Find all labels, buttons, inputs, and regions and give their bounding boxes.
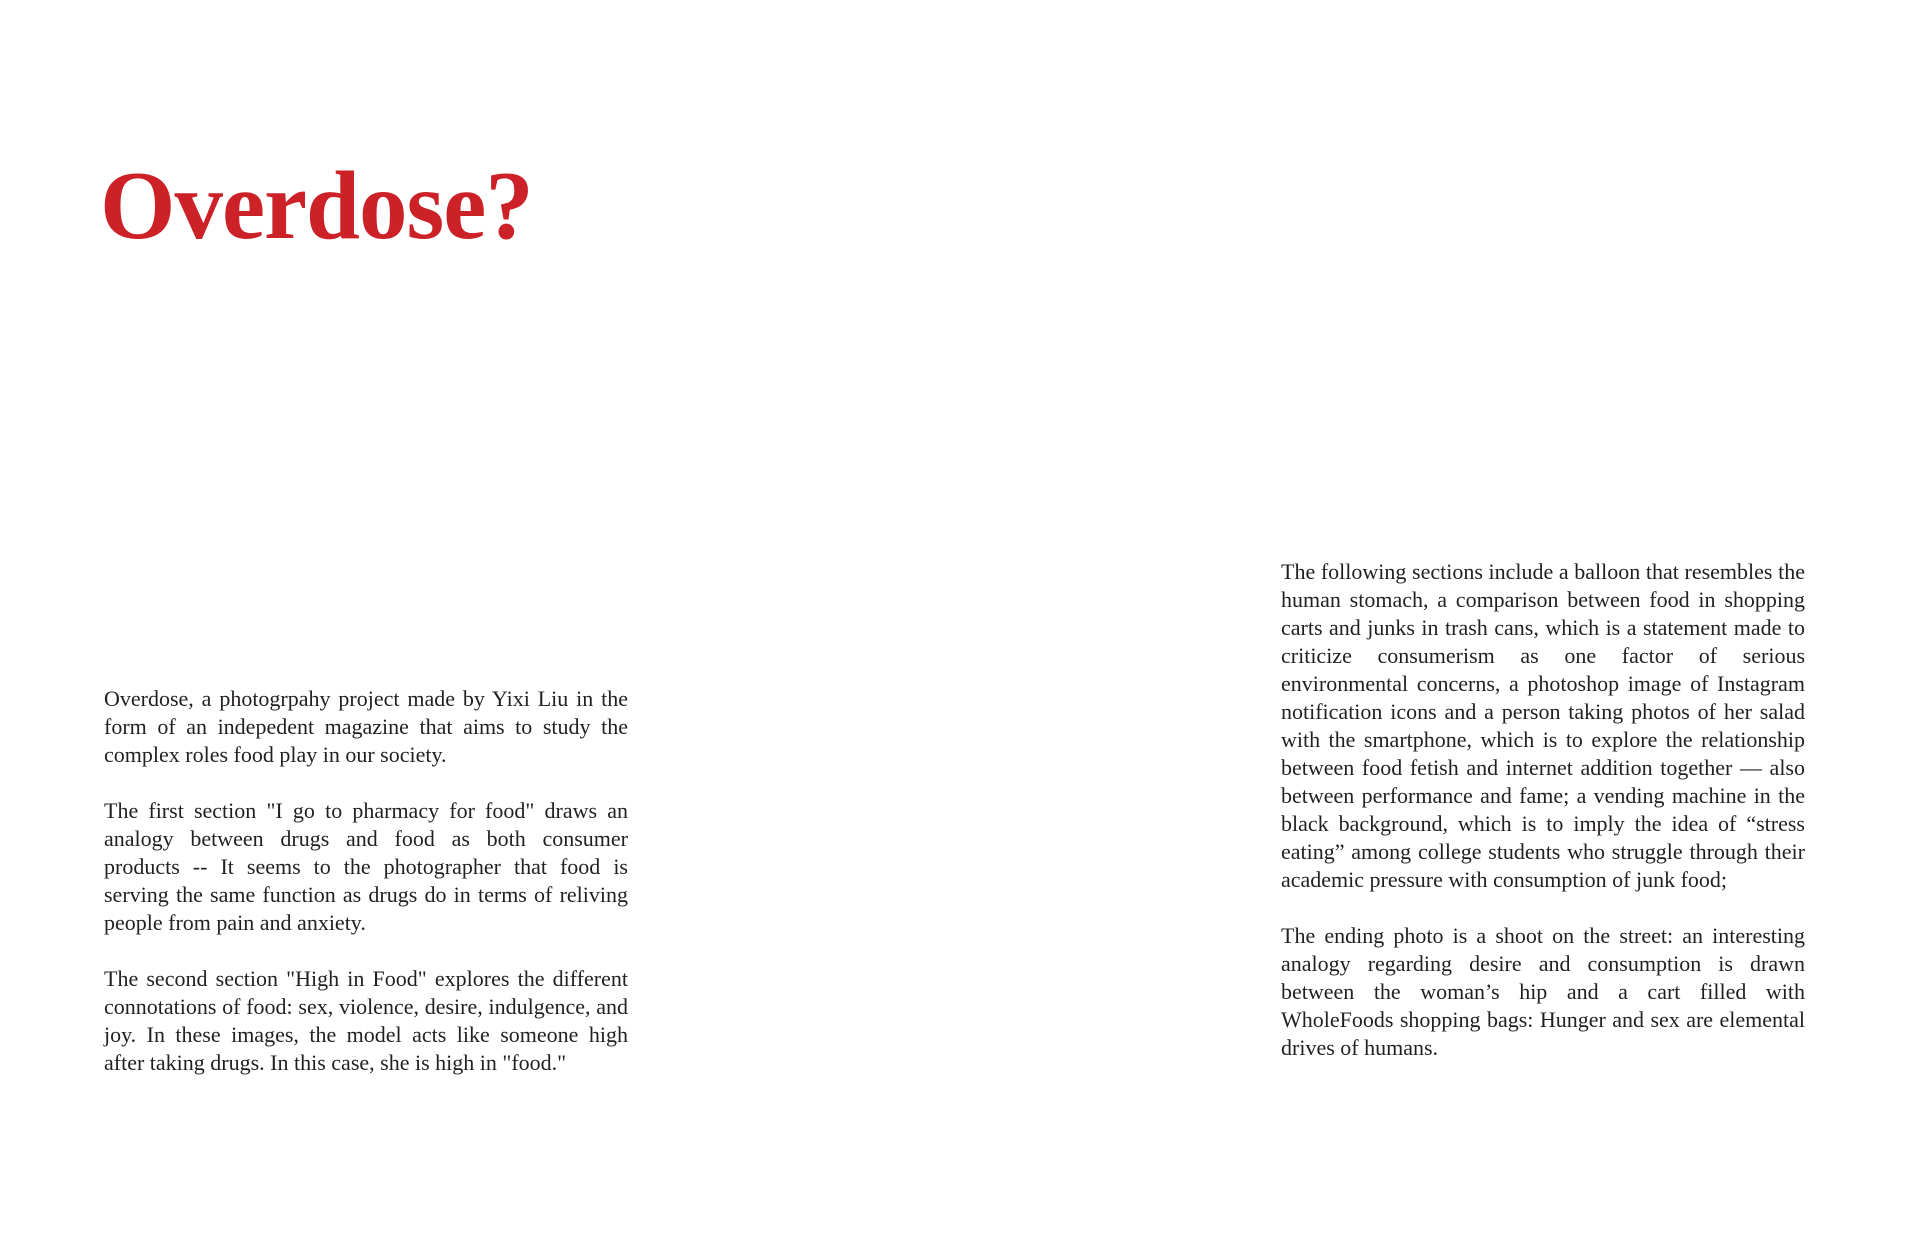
left-page-text-column	[104, 685, 628, 1077]
body-paragraph: The ending photo is a shoot on the street: an interesting analogy regarding desire and consumption is drawn between the woman’s hip and a cart filled with WholeFoods shopping bags: Hunger and sex are elemental drives of humans.	[1281, 923, 1805, 1060]
body-paragraph: The second section "High in Food" explores the different connotations of food: sex, violence, desire, indulgence, and joy. In these images, the model acts like someone high after taking drugs. In this case, she is high in "food."	[104, 966, 628, 1075]
page-title: Overdose?	[100, 152, 533, 259]
body-paragraph: Overdose, a photogrpahy project made by Yixi Liu in the form of an indepedent magazine that aims to study the complex roles food play in our society.	[104, 686, 628, 767]
right-page-text-column	[1281, 558, 1805, 1062]
body-paragraph: The first section "I go to pharmacy for food" draws an analogy between drugs and food as both consumer products -- It seems to the photographer that food is serving the same function as drugs do in terms of reliving people from pain and anxiety.	[104, 798, 628, 935]
body-paragraph: The following sections include a balloon that resembles the human stomach, a comparison between food in shopping carts and junks in trash cans, which is a statement made to criticize consumerism as one factor of serious environmental concerns, a photoshop image of Instagram notification icons and a person taking photos of her salad with the smartphone, which is to explore the relationship between food fetish and internet addition together — also between performance and fame; a vending machine in the black background, which is to imply the idea of “stress eating” among college students who struggle through their academic pressure with consumption of junk food;	[1281, 559, 1805, 892]
